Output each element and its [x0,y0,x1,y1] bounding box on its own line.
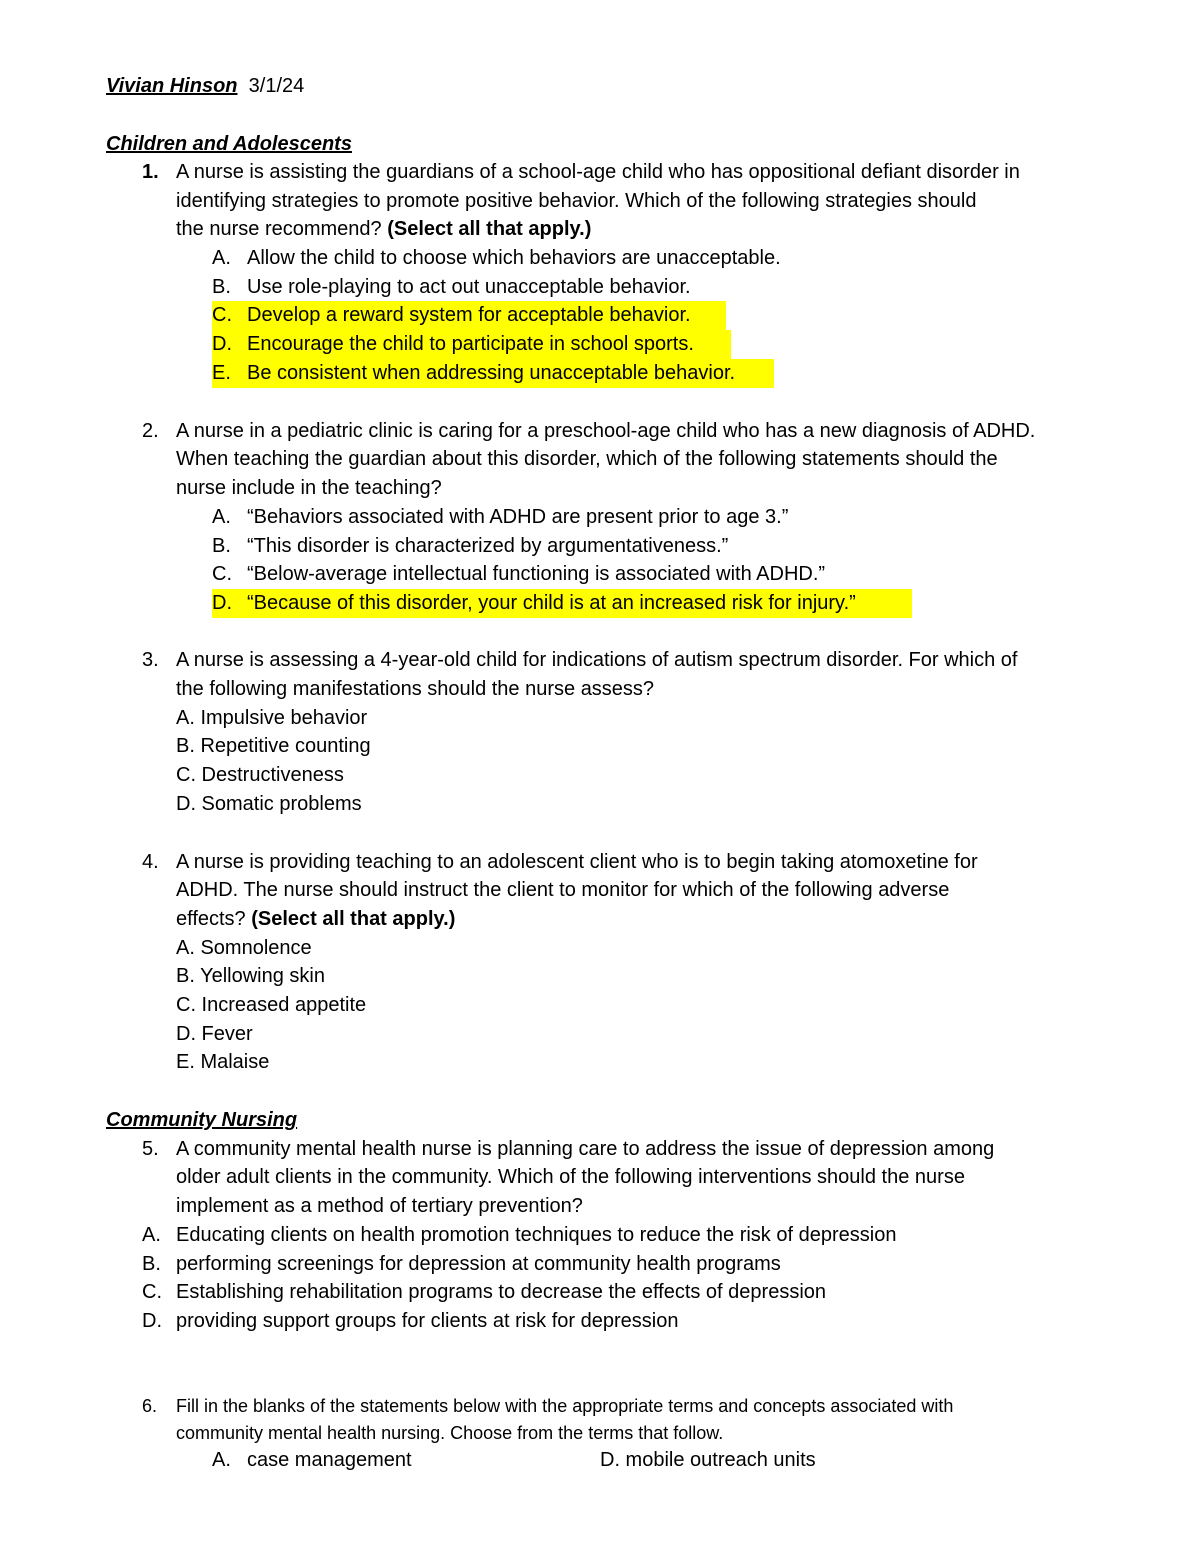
highlighted-option [212,330,731,359]
option-text: “This disorder is characterized by argumentativeness.” [247,535,729,557]
option-text: Educating clients on health promotion techniques to reduce the risk of depression [176,1224,897,1246]
question-number: 3. [142,649,159,671]
option-text: providing support groups for clients at risk for depression [176,1310,679,1332]
question-text-line: A nurse in a pediatric clinic is caring for a preschool-age child who has a new diagnosis of ADHD. [176,420,1036,442]
option-text: case management [247,1449,412,1471]
option-text: A. Somnolence [176,937,312,959]
question-number: 1. [142,161,159,183]
question-text-line: older adult clients in the community. Which of the following interventions should the nurse [176,1166,965,1188]
option-letter: C. [142,1281,162,1303]
question-text-line: A community mental health nurse is planning care to address the issue of depression among [176,1138,995,1160]
option-text: Encourage the child to participate in school sports. [247,333,694,355]
option-text: Develop a reward system for acceptable behavior. [247,304,691,326]
question-text-line: A nurse is providing teaching to an adolescent client who is to begin taking atomoxetine for [176,851,978,873]
question-text-line: identifying strategies to promote positive behavior. Which of the following strategies should [176,190,977,212]
question-text-line: community mental health nursing. Choose from the terms that follow. [176,1423,724,1443]
option-text: A. Impulsive behavior [176,707,368,729]
option-text: D. Fever [176,1023,253,1045]
question-number: 2. [142,420,159,442]
option-text: E. Malaise [176,1051,270,1073]
option-letter: D. [142,1310,162,1332]
question-text-line: nurse include in the teaching? [176,477,442,499]
date: 3/1/24 [248,75,305,97]
question-number: 6. [142,1396,158,1416]
option-text: performing screenings for depression at community health programs [176,1253,781,1275]
option-text: Establishing rehabilitation programs to decrease the effects of depression [176,1281,827,1303]
question-text-line [176,215,591,244]
select-all-note: (Select all that apply.) [251,908,456,930]
question-number: 4. [142,851,159,873]
option-text: Be consistent when addressing unacceptable behavior. [247,362,736,384]
question-text-line: A nurse is assessing a 4-year-old child for indications of autism spectrum disorder. For which of [176,649,1018,671]
question-text-line: When teaching the guardian about this disorder, which of the following statements should the [176,448,998,470]
section-heading-children: Children and Adolescents [106,133,352,155]
option-text: “Because of this disorder, your child is at an increased risk for injury.” [247,592,856,614]
question-text-line: implement as a method of tertiary prevention? [176,1195,583,1217]
student-header [106,72,304,101]
section-heading-community: Community Nursing [106,1109,298,1131]
option-letter: B. [212,535,231,557]
option-letter: A. [142,1224,161,1246]
highlighted-option [212,301,726,330]
option-letter: A. [212,1449,231,1471]
student-name: Vivian Hinson [106,75,238,97]
option-text: B. Yellowing skin [176,965,325,987]
question-text-line: A nurse is assisting the guardians of a school-age child who has oppositional defiant disorder in [176,161,1020,183]
question-number: 5. [142,1138,159,1160]
question-text-line: ADHD. The nurse should instruct the client to monitor for which of the following adverse [176,879,950,901]
option-text: Use role-playing to act out unacceptable behavior. [247,276,691,298]
option-text: C. Destructiveness [176,764,344,786]
question-text-line [176,905,455,934]
option-text: Allow the child to choose which behaviors are unacceptable. [247,247,781,269]
question-text: the nurse recommend? [176,218,382,240]
select-all-note: (Select all that apply.) [387,218,592,240]
option-letter: D. [212,592,232,614]
option-text: B. Repetitive counting [176,735,371,757]
option-letter: B. [212,276,231,298]
question-text: effects? [176,908,246,930]
option-letter: E. [212,362,231,384]
option-letter: B. [142,1253,161,1275]
highlighted-option [212,359,774,388]
question-text-line: Fill in the blanks of the statements below with the appropriate terms and concepts associated with [176,1396,954,1416]
highlighted-option [212,589,912,618]
option-text: C. Increased appetite [176,994,367,1016]
option-text: D. Somatic problems [176,793,362,815]
option-text: “Below-average intellectual functioning is associated with ADHD.” [247,563,826,585]
question-text-line: the following manifestations should the nurse assess? [176,678,655,700]
option-letter: D. [212,333,232,355]
option-text: “Behaviors associated with ADHD are present prior to age 3.” [247,506,789,528]
option-letter: C. [212,563,232,585]
option-text: D. mobile outreach units [600,1449,816,1471]
option-letter: C. [212,304,232,326]
option-letter: A. [212,247,231,269]
option-letter: A. [212,506,231,528]
